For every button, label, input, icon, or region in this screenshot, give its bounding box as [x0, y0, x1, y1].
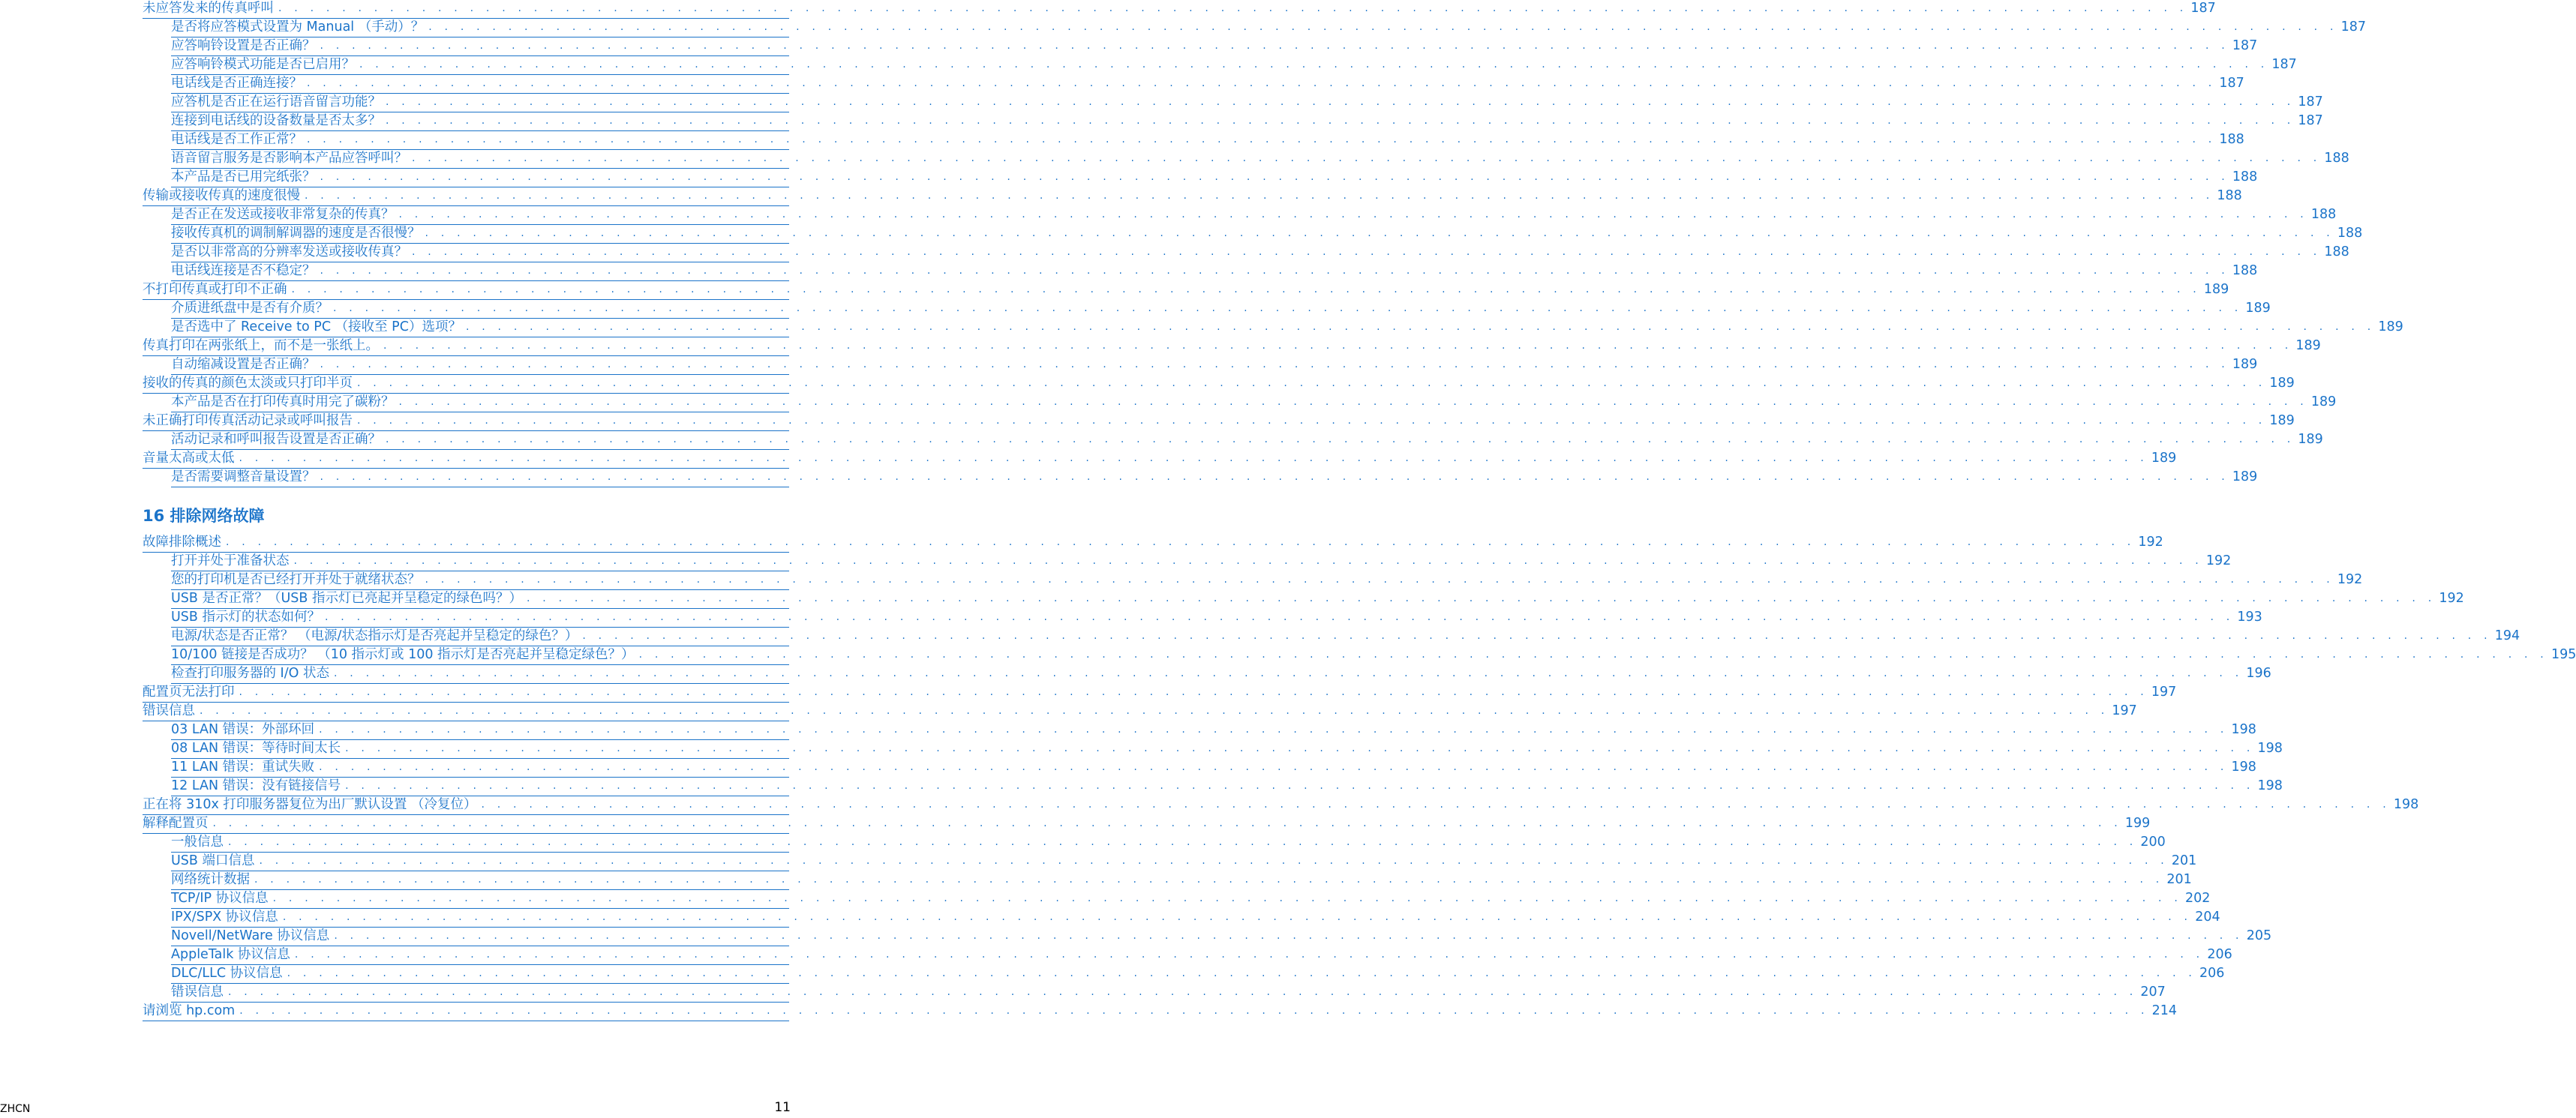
dot-leader: . . . . . . . . . . . . . . . . . . . . . . . . . . . . . . . . . . . . . . . . . . . . . . . . . . . . . . . . . . . . . . . . . . . . . . . . . . . . . . . . . . . . . . . . . . . . . . . . . . . . . . . . . . . . . . . . . . . . . . . .: [293, 555, 2203, 567]
dot-leader: . . . . . . . . . . . . . . . . . . . . . . . . . . . . . . . . . . . . . . . . . . . . . . . . . . . . . . . . . . . . . . . . . . . . . . . . . . . . . . . . . . . . . . . . . . . . . . . . . . . . . . . . . . . . . . . . . . . . . . . .: [345, 780, 2255, 792]
dot-leader: . . . . . . . . . . . . . . . . . . . . . . . . . . . . . . . . . . . . . . . . . . . . . . . . . . . . . . . . . . . . . . . . . . . . . . . . . . . . . . . . . . . . . . . . . . . . . . . . . . . . . . . . . . . . . . . . . . . . . . . .: [226, 536, 2136, 548]
dot-leader: . . . . . . . . . . . . . . . . . . . . . . . . . . . . . . . . . . . . . . . . . . . . . . . . . . . . . . . . . . . . . . . . . . . . . . . . . . . . . . . . . . . . . . . . . . . . . . . . . . . . . . . . . . . . . . . . . . . . . . . .: [307, 133, 2217, 145]
toc-entry[interactable]: [171, 94, 2323, 112]
toc-entry[interactable]: [171, 890, 2211, 909]
toc-entry[interactable]: [171, 721, 2256, 740]
toc-entry-title: 本产品是否已用完纸张？: [171, 169, 316, 184]
dot-leader: . . . . . . . . . . . . . . . . . . . . . . . . . . . . . . . . . . . . . . . . . . . . . . . . . . . . . . . . . . . . . . . . . . . . . . . . . . . . . . . . . . . . . . . . . . . . . . . . . . . . . . . . . . . . . . . . . . . . . . . .: [212, 817, 2122, 829]
toc-entry[interactable]: [171, 19, 2367, 37]
toc-entry-page: 187: [2232, 38, 2258, 53]
toc-entry-title: 请浏览 hp.com: [143, 1003, 236, 1018]
toc-entry-page: 202: [2185, 891, 2211, 906]
toc-entry[interactable]: [171, 853, 2197, 871]
dot-leader: . . . . . . . . . . . . . . . . . . . . . . . . . . . . . . . . . . . . . . . . . . . . . . . . . . . . . . . . . . . . . . . . . . . . . . . . . . . . . . . . . . . . . . . . . . . . . . . . . . . . . . . . . . . . . . . . . . . . . . . .: [320, 265, 2229, 277]
toc-entry-page: 188: [2337, 226, 2363, 241]
toc-entry-page: 198: [2257, 741, 2283, 756]
toc-entry[interactable]: [143, 703, 2137, 721]
dot-leader: . . . . . . . . . . . . . . . . . . . . . . . . . . . . . . . . . . . . . . . . . . . . . . . . . . . . . . . . . . . . . . . . . . . . . . . . . . . . . . . . . . . . . . . . . . . . . . . . . . . . . . . . . . . . . . . . . . . . . . . .: [357, 415, 2267, 427]
toc-entry[interactable]: [171, 984, 2166, 1003]
toc-entry-title: 自动缩减设置是否正确？: [171, 357, 316, 372]
toc-entry-title: 应答响铃设置是否正确？: [171, 38, 316, 53]
toc-entry-page: 201: [2171, 853, 2197, 868]
toc-entry-title: 不打印传真或打印不正确: [143, 282, 287, 297]
dot-leader: . . . . . . . . . . . . . . . . . . . . . . . . . . . . . . . . . . . . . . . . . . . . . . . . . . . . . . . . . . . . . . . . . . . . . . . . . . . . . . . . . . . . . . . . . . . . . . . . . . . . . . . . . . . . . . . . . . . . . . . .: [307, 77, 2217, 89]
toc-entry-title: 传输或接收传真的速度很慢: [143, 188, 300, 203]
toc-entry-title: 电源/状态是否正常？ （电源/状态指示灯是否亮起并呈稳定的绿色？）: [171, 628, 578, 643]
toc-entry[interactable]: [171, 909, 2220, 928]
dot-leader: . . . . . . . . . . . . . . . . . . . . . . . . . . . . . . . . . . . . . . . . . . . . . . . . . . . . . . . . . . . . . . . . . . . . . . . . . . . . . . . . . . . . . . . . . . . . . . . . . . . . . . . . . . . . . . . . . . . . . . . .: [278, 2, 2188, 14]
dot-leader: . . . . . . . . . . . . . . . . . . . . . . . . . . . . . . . . . . . . . . . . . . . . . . . . . . . . . . . . . . . . . . . . . . . . . . . . . . . . . . . . . . . . . . . . . . . . . . . . . . . . . . . . . . . . . . . . . . . . . . . .: [333, 667, 2244, 679]
toc-entry-title: 活动记录和呼叫报告设置是否正确？: [171, 432, 381, 447]
toc-entry-page: 193: [2237, 610, 2262, 625]
toc-entry-title: USB 端口信息: [171, 853, 255, 868]
toc-entry-title: 11 LAN 错误：重试失败: [171, 760, 315, 775]
toc-entry[interactable]: [143, 281, 2229, 300]
toc-entry-page: 188: [2324, 151, 2349, 166]
dot-leader: . . . . . . . . . . . . . . . . . . . . . . . . . . . . . . . . . . . . . . . . . . . . . . . . . . . . . . . . . . . . . . . . . . . . . . . . . . . . . . . . . . . . . . . . . . . . . . . . . . . . . . . . . . . . . . . . . . . . . . . .: [428, 21, 2338, 33]
dot-leader: . . . . . . . . . . . . . . . . . . . . . . . . . . . . . . . . . . . . . . . . . . . . . . . . . . . . . . . . . . . . . . . . . . . . . . . . . . . . . . . . . . . . . . . . . . . . . . . . . . . . . . . . . . . . . . . . . . . . . . . .: [465, 321, 2376, 333]
toc-entry-title: 语音留言服务是否影响本产品应答呼叫？: [171, 151, 407, 166]
toc-entry[interactable]: [171, 778, 2283, 796]
toc-entry-page: 187: [2298, 113, 2323, 128]
toc-entry-title: 本产品是否在打印传真时用完了碳粉？: [171, 394, 395, 409]
toc-entry[interactable]: [171, 225, 2363, 244]
toc-entry-page: 189: [2232, 357, 2258, 372]
dot-leader: . . . . . . . . . . . . . . . . . . . . . . . . . . . . . . . . . . . . . . . . . . . . . . . . . . . . . . . . . . . . . . . . . . . . . . . . . . . . . . . . . . . . . . . . . . . . . . . . . . . . . . . . . . . . . . . . . . . . . . . .: [386, 96, 2295, 108]
toc-entry-page: 189: [2310, 394, 2337, 409]
toc-entry[interactable]: [171, 56, 2297, 75]
toc-entry-title: 电话线是否正确连接？: [171, 76, 302, 91]
dot-leader: . . . . . . . . . . . . . . . . . . . . . . . . . . . . . . . . . . . . . . . . . . . . . . . . . . . . . . . . . . . . . . . . . . . . . . . . . . . . . . . . . . . . . . . . . . . . . . . . . . . . . . . . . . . . . . . . . . . . . . . .: [582, 630, 2492, 642]
chapter-heading[interactable]: 16 排除网络故障: [143, 507, 265, 525]
dot-leader: . . . . . . . . . . . . . . . . . . . . . . . . . . . . . . . . . . . . . . . . . . . . . . . . . . . . . . . . . . . . . . . . . . . . . . . . . . . . . . . . . . . . . . . . . . . . . . . . . . . . . . . . . . . . . . . . . . . . . . . .: [334, 930, 2244, 942]
toc-entry-page: 189: [2378, 319, 2403, 334]
dot-leader: . . . . . . . . . . . . . . . . . . . . . . . . . . . . . . . . . . . . . . . . . . . . . . . . . . . . . . . . . . . . . . . . . . . . . . . . . . . . . . . . . . . . . . . . . . . . . . . . . . . . . . . . . . . . . . . . . . . . . . . .: [320, 358, 2229, 370]
toc-entry-title: 03 LAN 错误：外部环回: [171, 722, 315, 737]
toc-entry[interactable]: [143, 375, 2295, 394]
toc-entry[interactable]: [171, 300, 2271, 319]
dot-leader: . . . . . . . . . . . . . . . . . . . . . . . . . . . . . . . . . . . . . . . . . . . . . . . . . . . . . . . . . . . . . . . . . . . . . . . . . . . . . . . . . . . . . . . . . . . . . . . . . . . . . . . . . . . . . . . . . . . . . . . .: [228, 836, 2138, 848]
toc-entry-title: 是否需要调整音量设置？: [171, 469, 316, 484]
dot-leader: . . . . . . . . . . . . . . . . . . . . . . . . . . . . . . . . . . . . . . . . . . . . . . . . . . . . . . . . . . . . . . . . . . . . . . . . . . . . . . . . . . . . . . . . . . . . . . . . . . . . . . . . . . . . . . . . . . . . . . . .: [319, 724, 2229, 736]
toc-entry-page: 192: [2138, 535, 2163, 550]
toc-entry-title: 是否以非常高的分辨率发送或接收传真？: [171, 244, 407, 259]
toc-entry[interactable]: [171, 469, 2258, 487]
toc-entry[interactable]: [171, 665, 2271, 684]
toc-entry[interactable]: [171, 431, 2323, 450]
toc-entry[interactable]: [171, 590, 2464, 609]
toc-entry[interactable]: [171, 628, 2520, 646]
toc-entry-page: 206: [2199, 966, 2225, 981]
toc-entry-page: 214: [2151, 1003, 2178, 1018]
toc-entry-title: 应答响铃模式功能是否已启用？: [171, 57, 355, 72]
toc-entry-page: 199: [2124, 816, 2151, 831]
toc-entry-title: 是否将应答模式设置为 Manual （手动）？: [171, 19, 425, 34]
toc-entry-title: 连接到电话线的设备数量是否太多？: [171, 113, 381, 128]
dot-leader: . . . . . . . . . . . . . . . . . . . . . . . . . . . . . . . . . . . . . . . . . . . . . . . . . . . . . . . . . . . . . . . . . . . . . . . . . . . . . . . . . . . . . . . . . . . . . . . . . . . . . . . . . . . . . . . . . . . . . . . .: [320, 171, 2229, 183]
dot-leader: . . . . . . . . . . . . . . . . . . . . . . . . . . . . . . . . . . . . . . . . . . . . . . . . . . . . . . . . . . . . . . . . . . . . . . . . . . . . . . . . . . . . . . . . . . . . . . . . . . . . . . . . . . . . . . . . . . . . . . . .: [383, 340, 2293, 352]
toc-entry[interactable]: [171, 262, 2258, 281]
toc-entry-title: 接收的传真的颜色太淡或只打印半页: [143, 376, 353, 391]
toc-entry-title: 是否选中了 Receive to PC （接收至 PC）选项？: [171, 319, 461, 334]
toc-entry-page: 192: [2439, 591, 2464, 606]
dot-leader: . . . . . . . . . . . . . . . . . . . . . . . . . . . . . . . . . . . . . . . . . . . . . . . . . . . . . . . . . . . . . . . . . . . . . . . . . . . . . . . . . . . . . . . . . . . . . . . . . . . . . . . . . . . . . . . . . . . . . . . .: [254, 874, 2164, 886]
toc-entry[interactable]: [171, 150, 2349, 169]
toc-entry-page: 189: [2269, 376, 2295, 391]
toc-entry-page: 198: [2393, 797, 2419, 812]
toc-entry-title: 您的打印机是否已经打开并处于就绪状态？: [171, 572, 421, 587]
toc-entry-title: AppleTalk 协议信息: [171, 947, 290, 962]
dot-leader: . . . . . . . . . . . . . . . . . . . . . . . . . . . . . . . . . . . . . . . . . . . . . . . . . . . . . . . . . . . . . . . . . . . . . . . . . . . . . . . . . . . . . . . . . . . . . . . . . . . . . . . . . . . . . . . . . . . . . . . .: [345, 742, 2255, 754]
toc-entry-title: TCP/IP 协议信息: [171, 891, 269, 906]
toc-entry-page: 187: [2219, 76, 2244, 91]
toc-entry[interactable]: [171, 759, 2256, 778]
dot-leader: . . . . . . . . . . . . . . . . . . . . . . . . . . . . . . . . . . . . . . . . . . . . . . . . . . . . . . . . . . . . . . . . . . . . . . . . . . . . . . . . . . . . . . . . . . . . . . . . . . . . . . . . . . . . . . . . . . . . . . . .: [320, 471, 2229, 483]
dot-leader: . . . . . . . . . . . . . . . . . . . . . . . . . . . . . . . . . . . . . . . . . . . . . . . . . . . . . . . . . . . . . . . . . . . . . . . . . . . . . . . . . . . . . . . . . . . . . . . . . . . . . . . . . . . . . . . . . . . . . . . .: [412, 246, 2322, 258]
toc-entry-page: 204: [2195, 910, 2220, 925]
toc-entry-title: 08 LAN 错误：等待时间太长: [171, 741, 341, 756]
dot-leader: . . . . . . . . . . . . . . . . . . . . . . . . . . . . . . . . . . . . . . . . . . . . . . . . . . . . . . . . . . . . . . . . . . . . . . . . . . . . . . . . . . . . . . . . . . . . . . . . . . . . . . . . . . . . . . . . . . . . . . . .: [272, 892, 2183, 904]
toc-entry-title: DLC/LLC 协议信息: [171, 966, 283, 981]
toc-entry-page: 207: [2140, 985, 2166, 1000]
toc-entry[interactable]: [143, 450, 2177, 469]
toc-entry[interactable]: [171, 244, 2349, 262]
toc-entry-page: 189: [2151, 451, 2177, 466]
dot-leader: . . . . . . . . . . . . . . . . . . . . . . . . . . . . . . . . . . . . . . . . . . . . . . . . . . . . . . . . . . . . . . . . . . . . . . . . . . . . . . . . . . . . . . . . . . . . . . . . . . . . . . . . . . . . . . . . . . . . . . . .: [291, 283, 2201, 295]
toc-entry-page: 196: [2246, 666, 2271, 681]
toc-entry[interactable]: [143, 0, 2216, 19]
toc-entry[interactable]: [171, 169, 2258, 187]
toc-entry-page: 192: [2337, 572, 2363, 587]
dot-leader: . . . . . . . . . . . . . . . . . . . . . . . . . . . . . . . . . . . . . . . . . . . . . . . . . . . . . . . . . . . . . . . . . . . . . . . . . . . . . . . . . . . . . . . . . . . . . . . . . . . . . . . . . . . . . . . . . . . . . . . .: [319, 761, 2229, 773]
toc-entry-title: 检查打印服务器的 I/O 状态: [171, 666, 329, 681]
dot-leader: . . . . . . . . . . . . . . . . . . . . . . . . . . . . . . . . . . . . . . . . . . . . . . . . . . . . . . . . . . . . . . . . . . . . . . . . . . . . . . . . . . . . . . . . . . . . . . . . . . . . . . . . . . . . . . . . . . . . . . . .: [228, 986, 2138, 998]
toc-entry[interactable]: [143, 337, 2321, 356]
toc-entry-title: 未正确打印传真活动记录或呼叫报告: [143, 413, 353, 428]
dot-leader: . . . . . . . . . . . . . . . . . . . . . . . . . . . . . . . . . . . . . . . . . . . . . . . . . . . . . . . . . . . . . . . . . . . . . . . . . . . . . . . . . . . . . . . . . . . . . . . . . . . . . . . . . . . . . . . . . . . . . . . .: [320, 40, 2229, 52]
toc-entry[interactable]: [171, 928, 2272, 946]
toc-entry-title: 10/100 链接是否成功？ （10 指示灯或 100 指示灯是否亮起并呈稳定绿色？）: [171, 647, 635, 662]
toc-entry-page: 188: [2324, 244, 2349, 259]
toc-entry[interactable]: [171, 112, 2323, 131]
toc-entry-title: 12 LAN 错误：没有链接信号: [171, 778, 341, 793]
toc-entry-title: IPX/SPX 协议信息: [171, 910, 278, 925]
toc-entry-page: 188: [2217, 188, 2242, 203]
toc-entry-page: 197: [2112, 703, 2137, 718]
toc-entry-page: 189: [2298, 432, 2323, 447]
toc-entry[interactable]: [143, 1003, 2178, 1021]
toc-entry[interactable]: [171, 319, 2403, 337]
toc-entry-page: 189: [2245, 301, 2271, 316]
toc-entry[interactable]: [171, 394, 2337, 412]
toc-entry-page: 197: [2151, 685, 2177, 700]
dot-leader: . . . . . . . . . . . . . . . . . . . . . . . . . . . . . . . . . . . . . . . . . . . . . . . . . . . . . . . . . . . . . . . . . . . . . . . . . . . . . . . . . . . . . . . . . . . . . . . . . . . . . . . . . . . . . . . . . . . . . . . .: [239, 686, 2148, 698]
dot-leader: . . . . . . . . . . . . . . . . . . . . . . . . . . . . . . . . . . . . . . . . . . . . . . . . . . . . . . . . . . . . . . . . . . . . . . . . . . . . . . . . . . . . . . . . . . . . . . . . . . . . . . . . . . . . . . . . . . . . . . . .: [287, 967, 2197, 979]
toc-entry[interactable]: [171, 834, 2166, 853]
footer-locale: ZHCN: [0, 1103, 31, 1115]
toc-entry-page: 188: [2310, 207, 2337, 222]
toc-entry-page: 189: [2269, 413, 2295, 428]
toc-entry[interactable]: [171, 609, 2262, 628]
toc-entry-page: 187: [2190, 1, 2216, 16]
toc-entry-title: 打开并处于准备状态: [171, 553, 290, 568]
toc-entry-page: 201: [2166, 872, 2192, 887]
toc-entry[interactable]: [171, 740, 2283, 759]
toc-entry-page: 194: [2494, 628, 2520, 643]
dot-leader: . . . . . . . . . . . . . . . . . . . . . . . . . . . . . . . . . . . . . . . . . . . . . . . . . . . . . . . . . . . . . . . . . . . . . . . . . . . . . . . . . . . . . . . . . . . . . . . . . . . . . . . . . . . . . . . . . . . . . . . .: [412, 152, 2322, 164]
dot-leader: . . . . . . . . . . . . . . . . . . . . . . . . . . . . . . . . . . . . . . . . . . . . . . . . . . . . . . . . . . . . . . . . . . . . . . . . . . . . . . . . . . . . . . . . . . . . . . . . . . . . . . . . . . . . . . . . . . . . . . . .: [425, 574, 2334, 586]
dot-leader: . . . . . . . . . . . . . . . . . . . . . . . . . . . . . . . . . . . . . . . . . . . . . . . . . . . . . . . . . . . . . . . . . . . . . . . . . . . . . . . . . . . . . . . . . . . . . . . . . . . . . . . . . . . . . . . . . . . . . . . .: [526, 592, 2436, 604]
dot-leader: . . . . . . . . . . . . . . . . . . . . . . . . . . . . . . . . . . . . . . . . . . . . . . . . . . . . . . . . . . . . . . . . . . . . . . . . . . . . . . . . . . . . . . . . . . . . . . . . . . . . . . . . . . . . . . . . . . . . . . . .: [333, 302, 2243, 314]
toc-entry-page: 200: [2140, 835, 2166, 850]
toc-entry-page: 198: [2257, 778, 2283, 793]
dot-leader: . . . . . . . . . . . . . . . . . . . . . . . . . . . . . . . . . . . . . . . . . . . . . . . . . . . . . . . . . . . . . . . . . . . . . . . . . . . . . . . . . . . . . . . . . . . . . . . . . . . . . . . . . . . . . . . . . . . . . . . .: [638, 649, 2548, 661]
dot-leader: . . . . . . . . . . . . . . . . . . . . . . . . . . . . . . . . . . . . . . . . . . . . . . . . . . . . . . . . . . . . . . . . . . . . . . . . . . . . . . . . . . . . . . . . . . . . . . . . . . . . . . . . . . . . . . . . . . . . . . . .: [357, 377, 2267, 389]
toc-entry[interactable]: [171, 553, 2232, 571]
toc-entry[interactable]: [143, 796, 2419, 815]
footer-page-number: 11: [774, 1100, 791, 1115]
dot-leader: . . . . . . . . . . . . . . . . . . . . . . . . . . . . . . . . . . . . . . . . . . . . . . . . . . . . . . . . . . . . . . . . . . . . . . . . . . . . . . . . . . . . . . . . . . . . . . . . . . . . . . . . . . . . . . . . . . . . . . . .: [481, 799, 2391, 811]
toc-entry-title: USB 是否正常？（USB 指示灯已亮起并呈稳定的绿色吗？）: [171, 591, 522, 606]
toc-entry-page: 195: [2550, 647, 2576, 662]
dot-leader: . . . . . . . . . . . . . . . . . . . . . . . . . . . . . . . . . . . . . . . . . . . . . . . . . . . . . . . . . . . . . . . . . . . . . . . . . . . . . . . . . . . . . . . . . . . . . . . . . . . . . . . . . . . . . . . . . . . . . . . .: [259, 855, 2169, 867]
toc-entry-page: 189: [2295, 338, 2321, 353]
toc-entry-title: 网络统计数据: [171, 872, 250, 887]
toc-entry[interactable]: [143, 534, 2163, 553]
toc-entry[interactable]: [143, 815, 2151, 834]
dot-leader: . . . . . . . . . . . . . . . . . . . . . . . . . . . . . . . . . . . . . . . . . . . . . . . . . . . . . . . . . . . . . . . . . . . . . . . . . . . . . . . . . . . . . . . . . . . . . . . . . . . . . . . . . . . . . . . . . . . . . . . .: [398, 208, 2308, 220]
toc-entry[interactable]: [143, 684, 2177, 703]
toc-entry-title: 是否正在发送或接收非常复杂的传真？: [171, 207, 395, 222]
dot-leader: . . . . . . . . . . . . . . . . . . . . . . . . . . . . . . . . . . . . . . . . . . . . . . . . . . . . . . . . . . . . . . . . . . . . . . . . . . . . . . . . . . . . . . . . . . . . . . . . . . . . . . . . . . . . . . . . . . . . . . . .: [386, 433, 2295, 445]
toc-entry-page: 198: [2231, 722, 2256, 737]
toc-entry-title: 故障排除概述: [143, 535, 221, 550]
toc-entry-title: 配置页无法打印: [143, 685, 235, 700]
toc-entry-title: 错误信息: [171, 985, 224, 1000]
dot-leader: . . . . . . . . . . . . . . . . . . . . . . . . . . . . . . . . . . . . . . . . . . . . . . . . . . . . . . . . . . . . . . . . . . . . . . . . . . . . . . . . . . . . . . . . . . . . . . . . . . . . . . . . . . . . . . . . . . . . . . . .: [325, 611, 2235, 623]
toc-entry-title: 接收传真机的调制解调器的速度是否很慢？: [171, 226, 421, 241]
toc-entry-title: 介质进纸盘中是否有介质？: [171, 301, 329, 316]
dot-leader: . . . . . . . . . . . . . . . . . . . . . . . . . . . . . . . . . . . . . . . . . . . . . . . . . . . . . . . . . . . . . . . . . . . . . . . . . . . . . . . . . . . . . . . . . . . . . . . . . . . . . . . . . . . . . . . . . . . . . . . .: [294, 949, 2205, 961]
toc-entry-title: 电话线是否工作正常？: [171, 132, 302, 147]
toc-entry-title: 一般信息: [171, 835, 224, 850]
toc-entry-page: 188: [2232, 263, 2258, 278]
dot-leader: . . . . . . . . . . . . . . . . . . . . . . . . . . . . . . . . . . . . . . . . . . . . . . . . . . . . . . . . . . . . . . . . . . . . . . . . . . . . . . . . . . . . . . . . . . . . . . . . . . . . . . . . . . . . . . . . . . . . . . . .: [386, 115, 2295, 127]
toc-entry-title: 错误信息: [143, 703, 195, 718]
toc-entry-page: 188: [2232, 169, 2258, 184]
toc-entry[interactable]: [171, 871, 2192, 890]
toc-entry-page: 192: [2205, 553, 2232, 568]
toc-entry-title: 未应答发来的传真呼叫: [143, 1, 274, 16]
toc-entry-title: 应答机是否正在运行语音留言功能？: [171, 94, 381, 109]
toc-entry-title: Novell/NetWare 协议信息: [171, 928, 330, 943]
toc-entry[interactable]: [171, 131, 2244, 150]
toc-entry[interactable]: [171, 75, 2244, 94]
toc-entry-title: 传真打印在两张纸上，而不是一张纸上。: [143, 338, 379, 353]
toc-entry-title: 解释配置页: [143, 816, 209, 831]
toc-entry[interactable]: [171, 37, 2258, 56]
toc-entry-title: 正在将 310x 打印服务器复位为出厂默认设置 （冷复位）: [143, 797, 477, 812]
dot-leader: . . . . . . . . . . . . . . . . . . . . . . . . . . . . . . . . . . . . . . . . . . . . . . . . . . . . . . . . . . . . . . . . . . . . . . . . . . . . . . . . . . . . . . . . . . . . . . . . . . . . . . . . . . . . . . . . . . . . . . . .: [200, 705, 2109, 717]
toc-entry[interactable]: [171, 646, 2576, 665]
toc-entry-page: 205: [2246, 928, 2272, 943]
toc-entry-title: 电话线连接是否不稳定？: [171, 263, 316, 278]
toc-entry[interactable]: [171, 206, 2337, 225]
toc-entry[interactable]: [143, 187, 2242, 206]
dot-leader: . . . . . . . . . . . . . . . . . . . . . . . . . . . . . . . . . . . . . . . . . . . . . . . . . . . . . . . . . . . . . . . . . . . . . . . . . . . . . . . . . . . . . . . . . . . . . . . . . . . . . . . . . . . . . . . . . . . . . . . .: [239, 452, 2148, 464]
toc-entry-page: 187: [2271, 57, 2297, 72]
dot-leader: . . . . . . . . . . . . . . . . . . . . . . . . . . . . . . . . . . . . . . . . . . . . . . . . . . . . . . . . . . . . . . . . . . . . . . . . . . . . . . . . . . . . . . . . . . . . . . . . . . . . . . . . . . . . . . . . . . . . . . . .: [359, 58, 2269, 70]
toc-entry-title: 音量太高或太低: [143, 451, 235, 466]
dot-leader: . . . . . . . . . . . . . . . . . . . . . . . . . . . . . . . . . . . . . . . . . . . . . . . . . . . . . . . . . . . . . . . . . . . . . . . . . . . . . . . . . . . . . . . . . . . . . . . . . . . . . . . . . . . . . . . . . . . . . . . .: [239, 1005, 2149, 1017]
toc-entry-page: 187: [2298, 94, 2323, 109]
toc-entry[interactable]: [171, 946, 2232, 965]
toc-entry-page: 198: [2231, 760, 2256, 775]
toc-entry-page: 206: [2207, 947, 2232, 962]
toc-entry[interactable]: [143, 412, 2295, 431]
dot-leader: . . . . . . . . . . . . . . . . . . . . . . . . . . . . . . . . . . . . . . . . . . . . . . . . . . . . . . . . . . . . . . . . . . . . . . . . . . . . . . . . . . . . . . . . . . . . . . . . . . . . . . . . . . . . . . . . . . . . . . . .: [282, 911, 2193, 923]
toc-entry[interactable]: [171, 571, 2363, 590]
toc-entry-page: 189: [2203, 282, 2229, 297]
toc-entry-page: 188: [2219, 132, 2244, 147]
toc-entry[interactable]: [171, 356, 2258, 375]
dot-leader: . . . . . . . . . . . . . . . . . . . . . . . . . . . . . . . . . . . . . . . . . . . . . . . . . . . . . . . . . . . . . . . . . . . . . . . . . . . . . . . . . . . . . . . . . . . . . . . . . . . . . . . . . . . . . . . . . . . . . . . .: [305, 190, 2214, 202]
toc-entry[interactable]: [171, 965, 2225, 984]
dot-leader: . . . . . . . . . . . . . . . . . . . . . . . . . . . . . . . . . . . . . . . . . . . . . . . . . . . . . . . . . . . . . . . . . . . . . . . . . . . . . . . . . . . . . . . . . . . . . . . . . . . . . . . . . . . . . . . . . . . . . . . .: [398, 396, 2308, 408]
dot-leader: . . . . . . . . . . . . . . . . . . . . . . . . . . . . . . . . . . . . . . . . . . . . . . . . . . . . . . . . . . . . . . . . . . . . . . . . . . . . . . . . . . . . . . . . . . . . . . . . . . . . . . . . . . . . . . . . . . . . . . . .: [425, 227, 2334, 239]
toc-entry-page: 187: [2340, 19, 2367, 34]
toc-entry-page: 189: [2232, 469, 2258, 484]
toc-entry-title: USB 指示灯的状态如何？: [171, 610, 320, 625]
